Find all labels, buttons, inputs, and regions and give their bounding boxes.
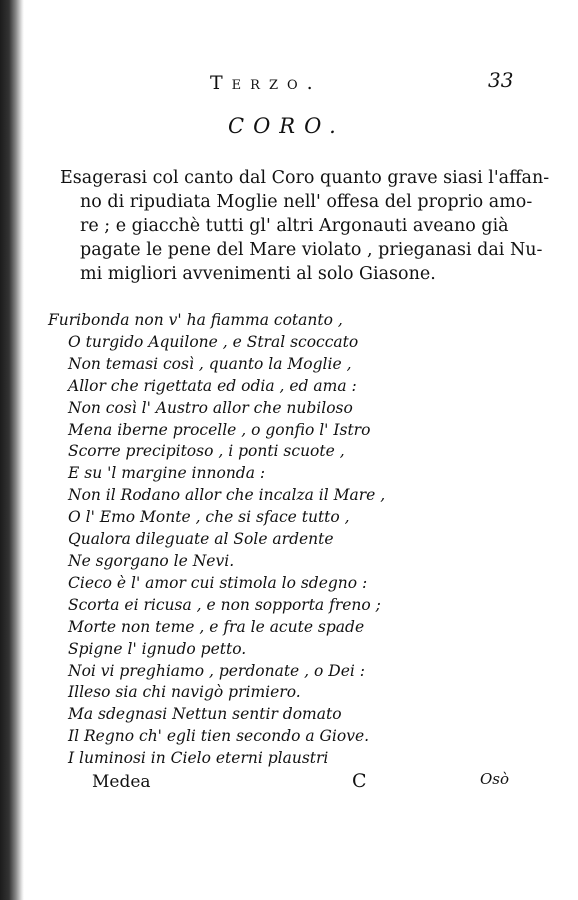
verse-line: Morte non teme , e fra le acute spade [68,617,365,636]
verse-line: Non così l' Austro allor che nubiloso [68,398,353,417]
verse-line: E su 'l margine innonda : [68,464,266,483]
verse-line: Ma sdegnasi Nettun sentir domato [68,705,342,724]
argument-line: no di ripudiata Moglie nell' offesa del proprio amo- [80,192,533,212]
verse-line: Non il Rodano allor che incalza il Mare , [68,486,386,505]
verse-line: Allor che rigettata ed odia , ed ama : [68,376,357,395]
verse-line: Scorta ei ricusa , e non sopporta freno ; [68,595,381,614]
section-title: CORO. [228,114,345,138]
verse-line: Mena iberne procelle , o gonfio l' Istro [68,420,371,439]
argument-paragraph [60,166,562,286]
verse-line: Noi vi preghiamo , perdonate , o Dei : [68,661,365,680]
verse-line: Ne sgorgano le Nevi. [68,551,235,570]
verse-line: Cieco è l' amor cui stimola lo sdegno : [68,573,368,592]
page-number: 33 [488,68,514,92]
argument-line: re ; e giacchè tutti gl' altri Argonauti aveano già [80,216,509,236]
verse-line: Illeso sia chi navigò primiero. [68,683,301,702]
argument-line: Esagerasi col canto dal Coro quanto grave siasi l'affan- [60,168,550,188]
verse-line: I luminosi in Cielo eterni plaustri [68,749,329,768]
verse-line: Scorre precipitoso , i ponti scuote , [68,442,345,461]
verse-line: O l' Emo Monte , che si sface tutto , [68,508,350,527]
verse-line: Spigne l' ignudo petto. [68,639,247,658]
verse-line: Qualora dileguate al Sole ardente [68,530,334,549]
argument-line: pagate le pene del Mare violato , prieganasi dai Nu- [80,240,543,260]
verse-line: Non temasi così , quanto la Moglie , [68,354,352,373]
verse-line: O turgido Aquilone , e Stral scoccato [68,332,359,351]
argument-line: mi migliori avvenimenti al solo Giasone. [80,264,436,284]
verse-line: Furibonda non v' ha fiamma cotanto , [48,311,343,329]
catchword: Osò [480,770,510,788]
running-head: Terzo. [210,72,322,94]
verse-block [48,310,468,770]
signature-mark-title: Medea [92,772,151,792]
verse-line: Il Regno ch' egli tien secondo a Giove. [68,727,370,746]
gathering-signature: C [352,770,367,792]
